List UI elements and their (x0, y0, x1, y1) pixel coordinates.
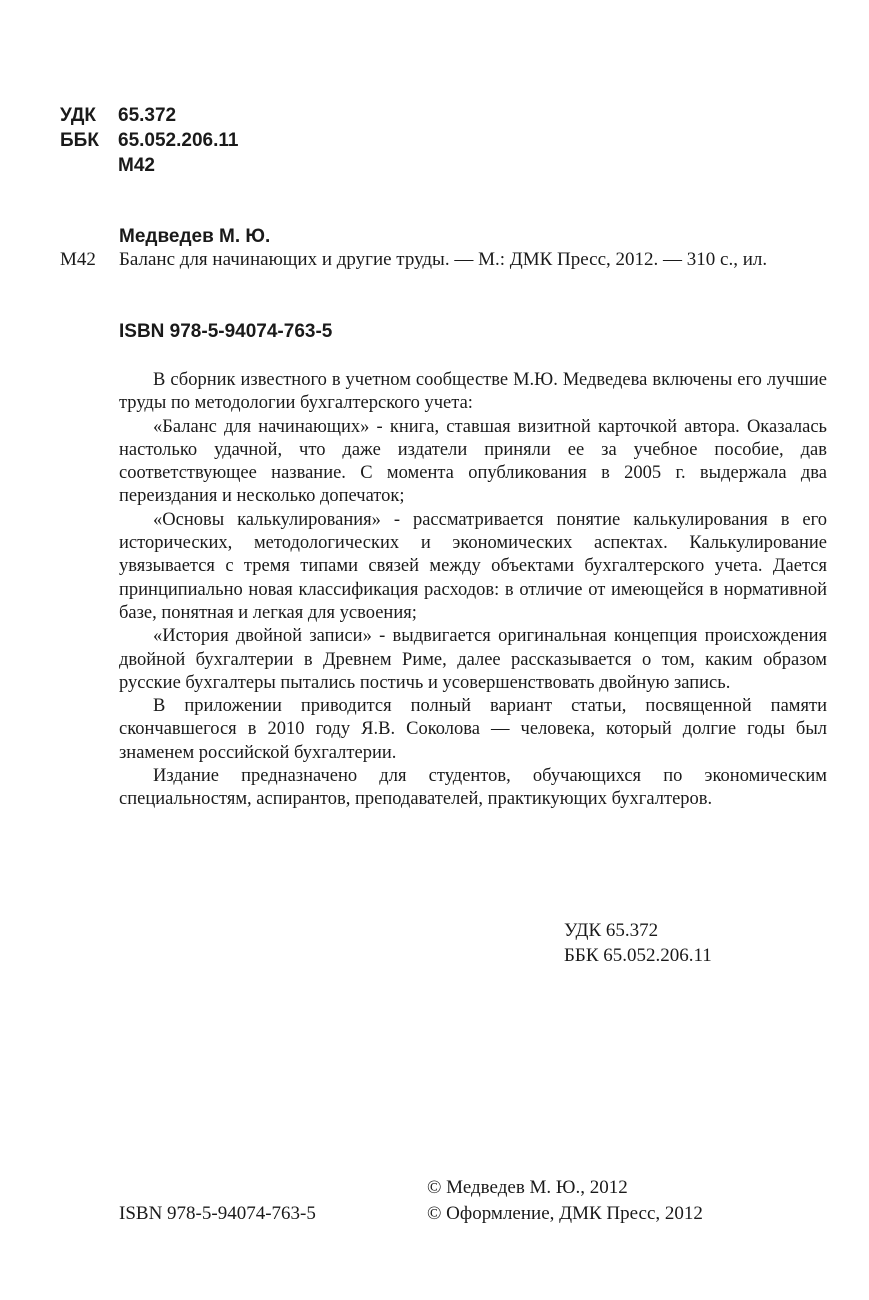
copyright-design: © Оформление, ДМК Пресс, 2012 (427, 1203, 703, 1224)
author-mark-row (60, 153, 238, 178)
bbk-value: 65.052.206.11 (118, 130, 239, 151)
bbk-label: ББК (60, 130, 99, 151)
annotation-paragraph: Издание предназначено для студентов, обучающихся по экономическим специальностям, аспирантов, преподавателей, практикующих бухгалтеров. (119, 766, 827, 810)
annotation (119, 369, 827, 812)
classification-block-top (60, 103, 238, 178)
bbk-bottom: ББК 65.052.206.11 (564, 945, 712, 966)
citation-text: Баланс для начинающих и другие труды. — М.: ДМК Пресс, 2012. — 310 с., ил. (119, 249, 768, 270)
annotation-paragraph: В приложении приводится полный вариант статьи, посвященной памяти скончавшегося в 2010 году Я.В. Соколова — человека, который долгие годы был знаменем российской бухгалтерии. (119, 696, 827, 763)
author-mark: М42 (118, 155, 155, 176)
annotation-paragraph: «Основы калькулирования» - рассматривается понятие калькулирования в его исторических, методологических и экономических аспектах. Калькулирование увязывается с тремя типами связей между объектами бухгалтерского учета. Дается принципиально новая классификация расходов: в отличие от имеющейся в нормативной базе, понятная и легкая для усвоения; (119, 509, 827, 623)
bbk-row (60, 128, 238, 153)
udk-row (60, 103, 238, 128)
citation-code: М42 (60, 249, 96, 270)
annotation-paragraph: В сборник известного в учетном сообществе М.Ю. Медведева включены его лучшие труды по методологии бухгалтерского учета: (119, 370, 827, 414)
isbn-main: ISBN 978-5-94074-763-5 (119, 321, 333, 342)
annotation-paragraph: «История двойной записи» - выдвигается оригинальная концепция происхождения двойной бухгалтерии в Древнем Риме, далее рассказывается о том, каким образом русские бухгалтеры пытались постичь и усовершенствовать двойную запись. (119, 626, 827, 693)
udk-bottom: УДК 65.372 (564, 920, 659, 941)
copyright-author: © Медведев М. Ю., 2012 (427, 1177, 628, 1198)
author-name: Медведев М. Ю. (119, 226, 271, 247)
isbn-footer: ISBN 978-5-94074-763-5 (119, 1203, 316, 1224)
udk-label: УДК (60, 105, 96, 126)
annotation-paragraph: «Баланс для начинающих» - книга, ставшая визитной карточкой автора. Оказалась настолько удачной, что даже издатели приняли ее за учебное пособие, дав соответствующее название. С момента опубликования в 2005 г. выдержала два переиздания и несколько допечаток; (119, 416, 827, 507)
udk-value: 65.372 (118, 105, 177, 126)
classification-block-bottom (564, 918, 712, 968)
bibliographic-citation (60, 248, 830, 272)
copyright-block (427, 1175, 703, 1227)
